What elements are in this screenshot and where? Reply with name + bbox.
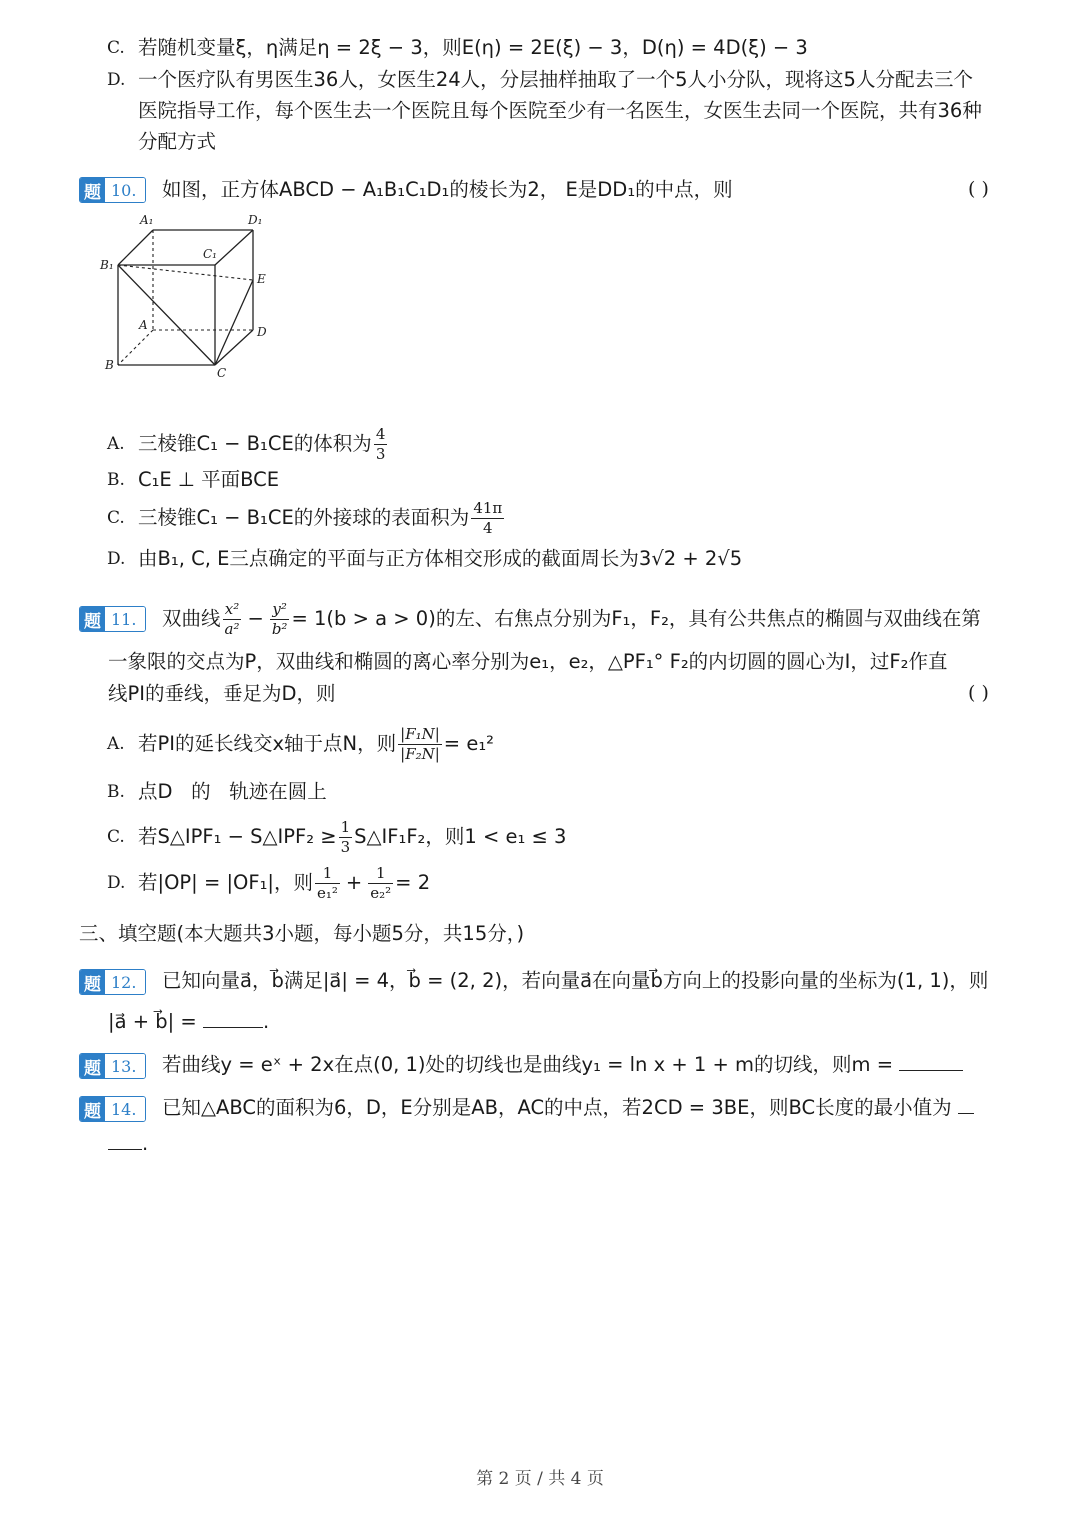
tag-char: 题 xyxy=(80,1054,105,1078)
answer-blank-end[interactable] xyxy=(108,1149,142,1150)
option-label: B. xyxy=(107,470,125,490)
question-text: 若曲线y = eˣ + 2x在点(0, 1)处的切线也是曲线y₁ = ln x + 1 + m的切线，则m = xyxy=(162,1053,894,1076)
option-text: 若|OP| = |OF₁|，则 xyxy=(138,871,314,894)
option-text: 一个医疗队有男医生36人，女医生24人，分层抽样抽取了一个5人小分队，现将这5人分配去三个 xyxy=(138,68,973,91)
label-a1: A₁ xyxy=(140,213,154,227)
question-number: 13. xyxy=(105,1054,145,1078)
option-label: A. xyxy=(107,434,125,454)
fraction xyxy=(471,499,504,538)
question-tag-14 xyxy=(79,1096,146,1122)
question-number: 10. xyxy=(105,178,145,202)
tag-char: 题 xyxy=(80,607,105,631)
fraction xyxy=(339,818,353,857)
fraction xyxy=(223,600,242,639)
question-text: 线PI的垂线，垂足为D，则 xyxy=(108,682,336,705)
page-footer: 第 2 页 / 共 4 页 xyxy=(476,1469,604,1489)
frac-num: 1 xyxy=(315,864,340,884)
answer-blank[interactable] xyxy=(203,1027,263,1028)
tag-char: 题 xyxy=(80,970,105,994)
question-number: 14. xyxy=(105,1097,145,1121)
question-tag-12 xyxy=(79,969,146,995)
option-text: 点D 的 轨迹在圆上 xyxy=(138,780,327,803)
question-text: 一象限的交点为P，双曲线和椭圆的离心率分别为e₁，e₂，△PF₁° F₂的内切圆的圆心为I，过F₂作直 xyxy=(108,650,948,673)
frac-den: |F₂N| xyxy=(400,744,440,763)
label-b: B xyxy=(105,358,114,372)
plus-sign: + xyxy=(345,871,363,894)
question-text: 如图，正方体ABCD − A₁B₁C₁D₁的棱长为2， E是DD₁的中点，则 xyxy=(162,178,733,201)
option-text: 若随机变量ξ，η满足η = 2ξ − 3，则E(η) = 2E(ξ) − 3，D(η) = 4D(ξ) − 3 xyxy=(138,36,808,59)
option-label: D. xyxy=(107,70,126,90)
question-text: = 1(b > a > 0)的左、右焦点分别为F₁，F₂，具有公共焦点的椭圆与双曲线在第 xyxy=(291,607,981,630)
label-c: C xyxy=(217,366,227,380)
tag-char: 题 xyxy=(80,178,105,202)
question-text: 已知向量a⃗，b⃗满足|a⃗| = 4，b⃗ = (2, 2)，若向量a⃗在向量b⃗方向上的投影向量的坐标为(1, 1)，则 xyxy=(162,969,989,992)
frac-num: 41π xyxy=(473,498,503,517)
period: . xyxy=(262,1010,270,1033)
question-tag-13 xyxy=(79,1053,146,1079)
question-number: 12. xyxy=(105,970,145,994)
fraction xyxy=(398,725,442,764)
label-d1: D₁ xyxy=(248,213,263,227)
frac-den: e₂² xyxy=(370,883,392,902)
option-label: C. xyxy=(107,827,125,847)
label-d: D xyxy=(257,325,267,339)
section-title: 三、填空题(本大题共3小题，每小题5分，共15分，) xyxy=(79,922,525,945)
option-text: C₁E ⊥ 平面BCE xyxy=(138,468,280,491)
frac-den: 3 xyxy=(340,837,351,856)
frac-den: 4 xyxy=(483,518,493,537)
answer-blank[interactable] xyxy=(899,1070,963,1071)
frac-num: 4 xyxy=(375,424,386,443)
frac-den: 3 xyxy=(375,444,386,463)
option-label: A. xyxy=(107,734,125,754)
question-tag-10 xyxy=(79,177,146,203)
option-text: 若PI的延长线交x轴于点N，则 xyxy=(138,732,397,755)
frac-num: |F₁N| xyxy=(400,724,440,743)
option-text: S△IF₁F₂，则1 < e₁ ≤ 3 xyxy=(354,825,567,848)
label-e: E xyxy=(257,272,266,286)
option-label: C. xyxy=(107,38,125,58)
label-b1: B₁ xyxy=(100,258,114,272)
fraction xyxy=(368,864,393,903)
option-text: 若S△IPF₁ − S△IPF₂ ≥ xyxy=(138,825,337,848)
option-label: D. xyxy=(107,549,126,569)
answer-bracket: ( ) xyxy=(968,682,989,704)
period: . xyxy=(142,1132,149,1155)
frac-num: 1 xyxy=(368,864,393,884)
frac-num: 1 xyxy=(340,817,351,836)
question-number: 11. xyxy=(105,607,145,631)
fraction xyxy=(270,600,290,639)
frac-den: b² xyxy=(271,619,288,638)
option-label: D. xyxy=(107,873,126,893)
cube-figure xyxy=(95,205,285,385)
option-text: = e₁² xyxy=(443,732,494,755)
label-a: A xyxy=(139,318,148,332)
option-text: = 2 xyxy=(395,871,431,894)
minus-sign: − xyxy=(247,607,264,630)
option-text: 三棱锥C₁ − B₁CE的体积为 xyxy=(138,432,372,455)
frac-den: a² xyxy=(224,619,240,638)
fraction xyxy=(374,425,388,464)
option-text: 分配方式 xyxy=(138,130,217,153)
frac-den: e₁² xyxy=(317,883,338,902)
option-text: 医院指导工作，每个医生去一个医院且每个医院至少有一名医生，女医生去同一个医院，共有36种 xyxy=(138,99,982,122)
frac-num: x² xyxy=(223,600,242,620)
fraction xyxy=(315,864,340,903)
label-c1: C₁ xyxy=(203,247,217,261)
option-text: 三棱锥C₁ − B₁CE的外接球的表面积为 xyxy=(138,506,470,529)
tag-char: 题 xyxy=(80,1097,105,1121)
question-text: 双曲线 xyxy=(162,607,221,630)
question-text: 已知△ABC的面积为6，D，E分别是AB，AC的中点，若2CD = 3BE，则BC长度的最小值为 xyxy=(162,1096,952,1119)
option-text: 由B₁, C, E三点确定的平面与正方体相交形成的截面周长为3√2 + 2√5 xyxy=(138,547,743,570)
frac-num: y² xyxy=(270,600,290,620)
option-label: B. xyxy=(107,782,125,802)
answer-bracket: ( ) xyxy=(968,178,989,200)
question-text: |a⃗ + b⃗| = xyxy=(108,1010,197,1033)
answer-blank-start[interactable] xyxy=(958,1113,974,1114)
option-label: C. xyxy=(107,508,125,528)
question-tag-11 xyxy=(79,606,146,632)
